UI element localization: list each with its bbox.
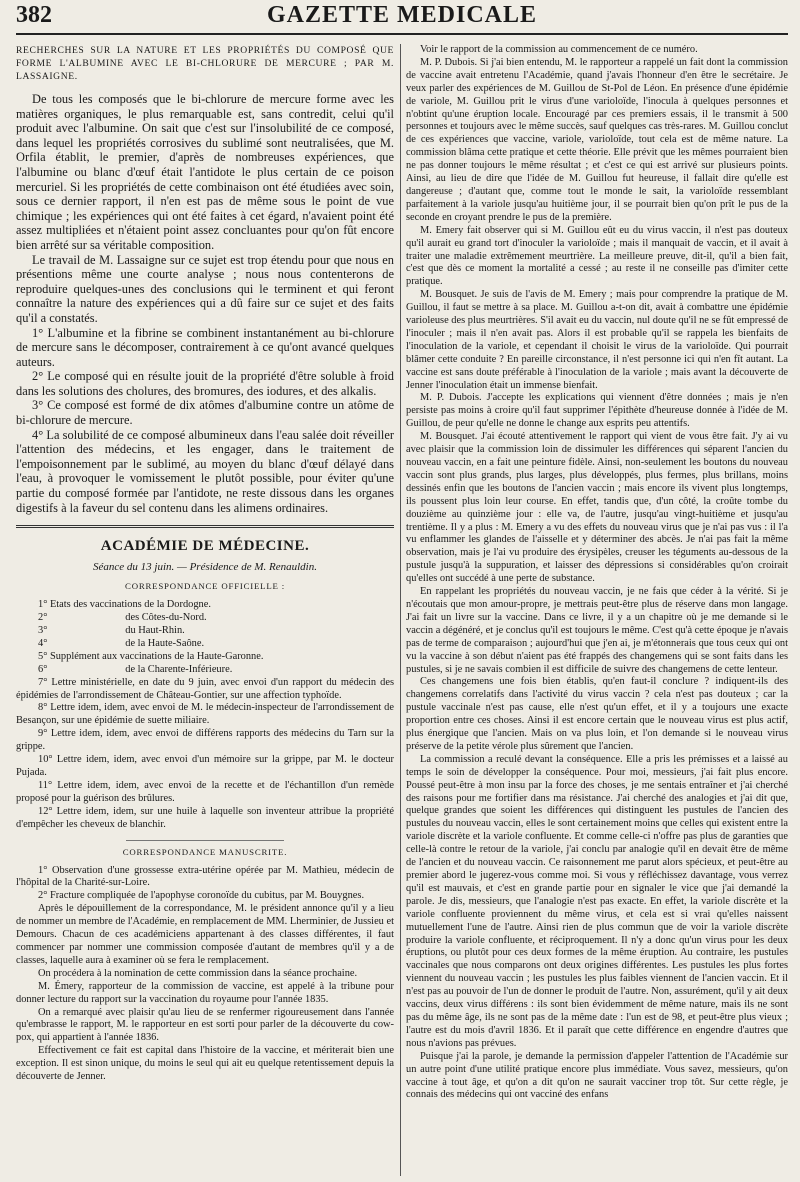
list-item: 5° Supplément aux vaccinations de la Haute-Garonne. [38,650,264,662]
manuscript-correspondence-heading: CORRESPONDANCE MANUSCRITE. [122,846,288,857]
article-paragraph: De tous les composés que le bi-chlorure de mercure forme avec les matières organiques, le plus remarquable est, sans contredit, celui qu'il produit avec l'albumine. On sait que c'est sur l'insolubilité de ce composé, dans lequel les propriétés corrosives du sublimé sont neutralisées, que M. Orfila établit, le premier, d'après de nombreuses expériences, que l'albumine ou blanc d'œuf était l'antidote le plus certain de ce poison mercuriel. Si les propriétés de cette combinaison ont été étudiées avec soin, sous ce dernier rapport, il n'en est pas de même sous le point de vue chimique ; les expériences qui ont été faites à cet égard, n'avaient point été assez multipliées et n'étaient point assez concluantes pour qu'on fût encore bien arrêté sur sa véritable composition. [16,92,394,252]
report-paragraph: M. Emery fait observer qui si M. Guillou eût eu du virus vaccin, il n'est pas douteux qu'il aurait eu grand tort d'inoculer la varioloïde ; mais il manquait de vaccin, et il avait à traiter une maladie extrêmement meurtrière. La meilleure preuve, dit-il, qu'il a bien fait, c'est que dès ce moment la mortalité a cessé ; au reste il ne conseille pas d'imiter cette pratique. [406,224,788,288]
list-item: 3° du Haut-Rhin. [38,625,185,637]
article-paragraph: 4° La solubilité de ce composé albumineux dans l'eau salée doit réveiller l'attention des médecins, et les engager, dans le traitement de l'empoisonnement par le sublimé, au moyen du blanc d'œuf délayé dans l'eau, à provoquer le vomissement le plutôt possible, pour éviter qu'une partie du composé formée par l'antidote, ne reste dissous dans les organes digestifs à la faveur du sel contenu dans les alimens ordinaires. [16,427,394,515]
official-correspondence-heading: CORRESPONDANCE OFFICIELLE : [125,581,285,592]
list-item: Après le dépouillement de la correspondance, M. le président annonce qu'il y a lieu de nommer un membre de l'Académie, en remplacement de MM. Lherminier, de Jussieu et Demours. Chacun de ces académiciens appartenant à des classes différentes, il faut commencer par nommer une commission composée d'autant de membres qu'il y a de classes, laquelle aura à examiner où se fera le remplacement. [16,903,394,966]
report-paragraph: Ces changemens une fois bien établis, qu'en faut-il conclure ? indiquent-ils des changemens correlatifs dans l'activité du virus vaccin ? cela n'est pas douteux ; car la pustule vaccinale n'est pas cause, elle n'est qu'un effet, et il y a toujours une exacte proportion entre ces choses. Ainsi il est encore certain que le nouveau virus est plus actif, plus énergique que l'ancien. Mais on va plus loin, et l'on demande si le nouveau virus préserve de la petite vérole plus sûrement que l'ancien. [406,676,788,752]
report-paragraph: M. P. Dubois. J'accepte les explications qui viennent d'être données ; mais je n'en persiste pas moins à croire qu'il faut supprimer l'épithète d'heureuse donnée à l'idée de M. Guillou, de peur qu'elle ne donne le change aux esprits peu attentifs. [406,392,788,430]
text-columns [16,44,788,1176]
report-paragraph: M. Bousquet. Je suis de l'avis de M. Emery ; mais pour comprendre la pratique de M. Guillou, il faut se mettre à sa place. M. Guillou a-t-on dit, avait à combattre une épidémie varioleuse des plus meurtrières. S'il avait eu du vaccin, nul doute qu'il ne se fût empressé de l'inoculer ; mais il n'en avait pas. Alors il est probable qu'il se rappela les bienfaits de l'inoculation de la variole, et cependant il choisit le virus de la varioloïde. Qui pourrait blâmer cette conduite ? En pareille circonstance, il n'est personne ici qui n'en fît autant. La vaccine est sans doute préférable à l'inoculation de la variole ; mais avant la découverte de Jenner l'inoculation était un immense bienfait. [406,289,788,391]
list-item: 9° Lettre idem, idem, avec envoi de différens rapports des médecins du Tarn sur la grippe. [16,728,394,753]
list-item: 12° Lettre idem, idem, sur une huile à laquelle son inventeur attribue la propriété d'empêcher les cheveux de blanchir. [16,805,394,830]
report-paragraph: En rappelant les propriétés du nouveau vaccin, je ne fais que céder à la vérité. Si je n'écoutais que mon amour-propre, je mettrais peut-être plus de réserve dans mon langage. J'ai fait un livre sur la vaccine. Dans ce livre, il y a un chapitre où je me demande si le vaccin a dégénéré, et je conclus qu'il est toujours le même. C'est qu'à cette époque je n'avais pas de terme de comparaison ; aujourd'hui que j'en ai, je m'étonnerais que tous ceux qui ont vu la vaccine à son début n'aient pas été frappés des changemens qui se sont faits dans les pustules, si je ne savais combien il est difficile de suivre des changemens de cette lenteur. [406,586,788,675]
session-label: Séance du 13 juin. [93,561,175,574]
left-column [16,44,394,1176]
right-column [406,44,788,1176]
report-paragraph: M. P. Dubois. Si j'ai bien entendu, M. le rapporteur a rappelé un fait dont la commission de vaccine avait entretenu l'Académie, quand j'avais l'honneur d'en être le secrétaire. Je veux parler des expériences de M. Guillou de St-Pol de Léon. En présence d'une épidémie de variole, M. Guillou prit le virus d'une varioloïde, l'inocula à quelques personnes et n'obtint qu'une éruption locale. Encouragé par ces premiers essais, il le transmit à 500 personnes et toujours avec le même succès, sauf quelques cas très-rares. M. Guillou conclut de ces expériences que vaccine, variole, varioloïde, tout cela est de même nature. La commission blâma cette pratique et cette théorie. Elle prévit que les mêmes pourraient bien ne pas donner toujours le même résultat ; et c'est ce qui est arrivé sur plusieurs points. Ainsi, au lieu de dire que l'idée de M. Guillou fut heureuse, il fallait dire qu'elle est dangereuse ; d'autant que, comme tout le monde le sait, la varioloïde ressemblant parfaitement à la variole jusqu'au huitième jour, il se pourrait bien qu'on prît le pus de la seconde en croyant prendre le pus de la première. [406,56,788,223]
list-item: 1° Etats des vaccinations de la Dordogne. [38,599,211,611]
session-line [16,561,394,573]
list-item: 1° Observation d'une grossesse extra-utérine opérée par M. Mathieu, médecin de l'hôpital de la Charité-sur-Loire. [16,864,394,889]
list-item: 7° Lettre ministérielle, en date du 9 juin, avec envoi d'un rapport du médecin des épidémies de l'arrondissement de Château-Gontier, sur une affection typhoïde. [16,676,394,701]
article-paragraph: Le travail de M. Lassaigne sur ce sujet est trop étendu pour que nous en présentions même une courte analyse ; nous nous contenterons de reproduire quelques-unes des conclusions qui le terminent et qui feront connaître la nature des expériences qui a dû faire sur ce sujet et des faits qu'il a constatés. [16,252,394,325]
list-item: 6° de la Charente-Inférieure. [38,663,233,675]
section-divider [16,525,394,528]
header-rule [16,33,788,35]
subsection-divider [126,840,284,841]
journal-title: GAZETTE MEDICALE [266,2,538,28]
list-item: 4° de la Haute-Saône. [38,637,205,649]
list-item: 10° Lettre idem, idem, avec envoi d'un mémoire sur la grippe, par M. le docteur Pujada. [16,754,394,778]
article-paragraph: 3° Ce composé est formé de dix atômes d'albumine contre un atôme de bi-chlorure de mercure. [16,398,394,428]
list-item: M. Émery, rapporteur de la commission de vaccine, est appelé à la tribune pour donner lecture du rapport sur la vaccination du royaume pour l'année 1835. [16,980,394,1005]
list-item: 2° des Côtes-du-Nord. [38,612,207,624]
page-number: 382 [16,2,52,28]
report-paragraph: M. Bousquet. J'ai écouté attentivement le rapport qui vient de vous être fait. J'y ai vu avec plaisir que la commission loin de dissimuler les différences qui séparent l'ancien du nouveau vaccin, en a fait une peinture fidèle. Ainsi, non-seulement les boutons du nouveau vaccin sont plus grands, plus larges, plus développés, plus fermes, plus brillans, moins dessinés enfin que les boutons de l'ancien vaccin ; mais encore ils vivent plus longtemps, ils poussent plus loin leur course. En effet, tandis que, d'un côté, la croûte tombe du douzième au quinzième jour : elle va, de l'autre, jusqu'au vingt-huitième et jusqu'au trentième. Il y a plus : M. Emery a vu des effets du nouveau virus que je n'ai pas vus : il l'a vu enflammer les glandes de l'aisselle et y déterminer des abcès. Je n'ai pas fait la même observation, mais je l'ai vu produire des érysipèles, creuser les téguments au-dessous de la pustule jusqu'à la suppuration, et laisser des dépressions si considérables qu'on croirait qu'elles ont succédé à une perte de substance. [406,431,788,585]
page-header [16,0,788,30]
report-paragraph: Voir le rapport de la commission au commencement de ce numéro. [420,44,698,55]
list-item: On a remarqué avec plaisir qu'au lieu de se renfermer rigoureusement dans l'année qu'embrasse le rapport, M. le rapporteur en est sorti pour parler de la découverte du cow-pox, qui appartient à l'année 1836. [16,1006,394,1044]
article-paragraph: 2° Le composé qui en résulte jouit de la propriété d'être soluble à froid dans les solutions des cholures, des bromures, des iodures, et des alkalis. [16,369,394,398]
article-title: RECHERCHES SUR LA NATURE ET LES PROPRIÉTÉS DU COMPOSÉ QUE FORME L'ALBUMINE AVEC LE BI-CHLORURE DE MERCURE ; PAR M. LASSAIGNE. [16,45,394,82]
list-item: On procédera à la nomination de cette commission dans la séance prochaine. [38,967,358,979]
session-president: — Présidence de M. Renauldin. [174,561,317,574]
list-item: Effectivement ce fait est capital dans l'histoire de la vaccine, et mériterait bien une exception. Il est sinon unique, du moins le seul qui ait eu quelque retentissement depuis la découverte de Jenner. [16,1045,394,1083]
article-paragraph: 1° L'albumine et la fibrine se combinent instantanément au bi-chlorure de mercure sans le décomposer, contrairement à ce qu'ont avancé quelques auteurs. [16,325,394,369]
report-paragraph: Puisque j'ai la parole, je demande la permission d'appeler l'attention de l'Académie sur un autre point d'une utilité pratique encore plus immédiate. Vous savez, messieurs, qu'on vaccine à tout âge, et qu'on a dit qu'on ne saurait vacciner trop tôt. Sur cette règle, je connais des médecins qui ont vacciné des enfans [406,1050,788,1101]
list-item: 8° Lettre idem, idem, avec envoi de M. le médecin-inspecteur de l'arrondissement de Besançon, sur une épidémie de suette miliaire. [16,702,394,727]
list-item: 2° Fracture compliquée de l'apophyse coronoïde du cubitus, par M. Bouygnes. [38,890,365,902]
report-paragraph: La commission a reculé devant la conséquence. Elle a pris les prémisses et a laissé au temps le soin de développer la conséquence. Pour moi, messieurs, j'ai fait plus encore. Poussé peut-être à mon insu par la force des choses, je me sentais entraîner et j'ai cherché des raisons pour me fortifier dans ma résistance. J'ai cherché des analogies et j'ai dit que, quelque grandes que soient les différences qui distinguent les pustules de l'ancien des pustules du nouveau vaccin, elles le sont certainement moins que celles qui existent entre la variole discrète et la variole confluente. Et comme celle-ci n'offre pas plus de garanties que celle-là contre le retour de la variole, j'ai conclu par analogie qu'il en devait être de même de l'ancien et du nouveau vaccin. Ce raisonnement me parut alors spécieux, et peut-être au premier abord le jugerez-vous comme moi. Si vous y réfléchissez davantage, vous verrez qu'il est mauvais, et c'est en grande partie pour en signaler le vice que j'ai demandé la parole. Je dis, messieurs, que l'analogie n'est pas exacte. En effet, la variole discrète et la variole confluente proviennent du même virus, et cela est si vrai qu'elles naissent mutuellement l'une de l'autre. Ainsi rien de plus commun que de voir la variole discrète produire la variole confluente, et réciproquement. Il n'y a donc qu'un virus pour les deux éruptions, ou plutôt pour ces deux formes de la même éruption. Au contraire, les pustules vaccinales que nous comparons ont deux origines différentes. Les pustules les plus fortes viennent du nouveau vaccin ; les pustules les plus faibles viennent de l'ancien vaccin. Et il n'est pas au pouvoir de l'un de donner le produit de l'autre. Non, assurément, qu'il y ait deux vaccins, deux virus différens : ils sont bien évidemment de même nature, mais ils ne sont pas du même âge, ils ne sont pas de la même date : l'un est de 98, et peut-être plus vieux ; l'autre est du mois d'avril 1836. Et il paraît que cette différence en engendre d'autres que nous n'avions pas prévues. [406,753,788,1049]
list-item: 11° Lettre idem, idem, avec envoi de la recette et de l'échantillon d'un remède proposé pour la guérison des brûlures. [16,779,394,804]
column-divider [400,44,401,1176]
section-title: ACADÉMIE DE MÉDECINE. [100,538,310,555]
